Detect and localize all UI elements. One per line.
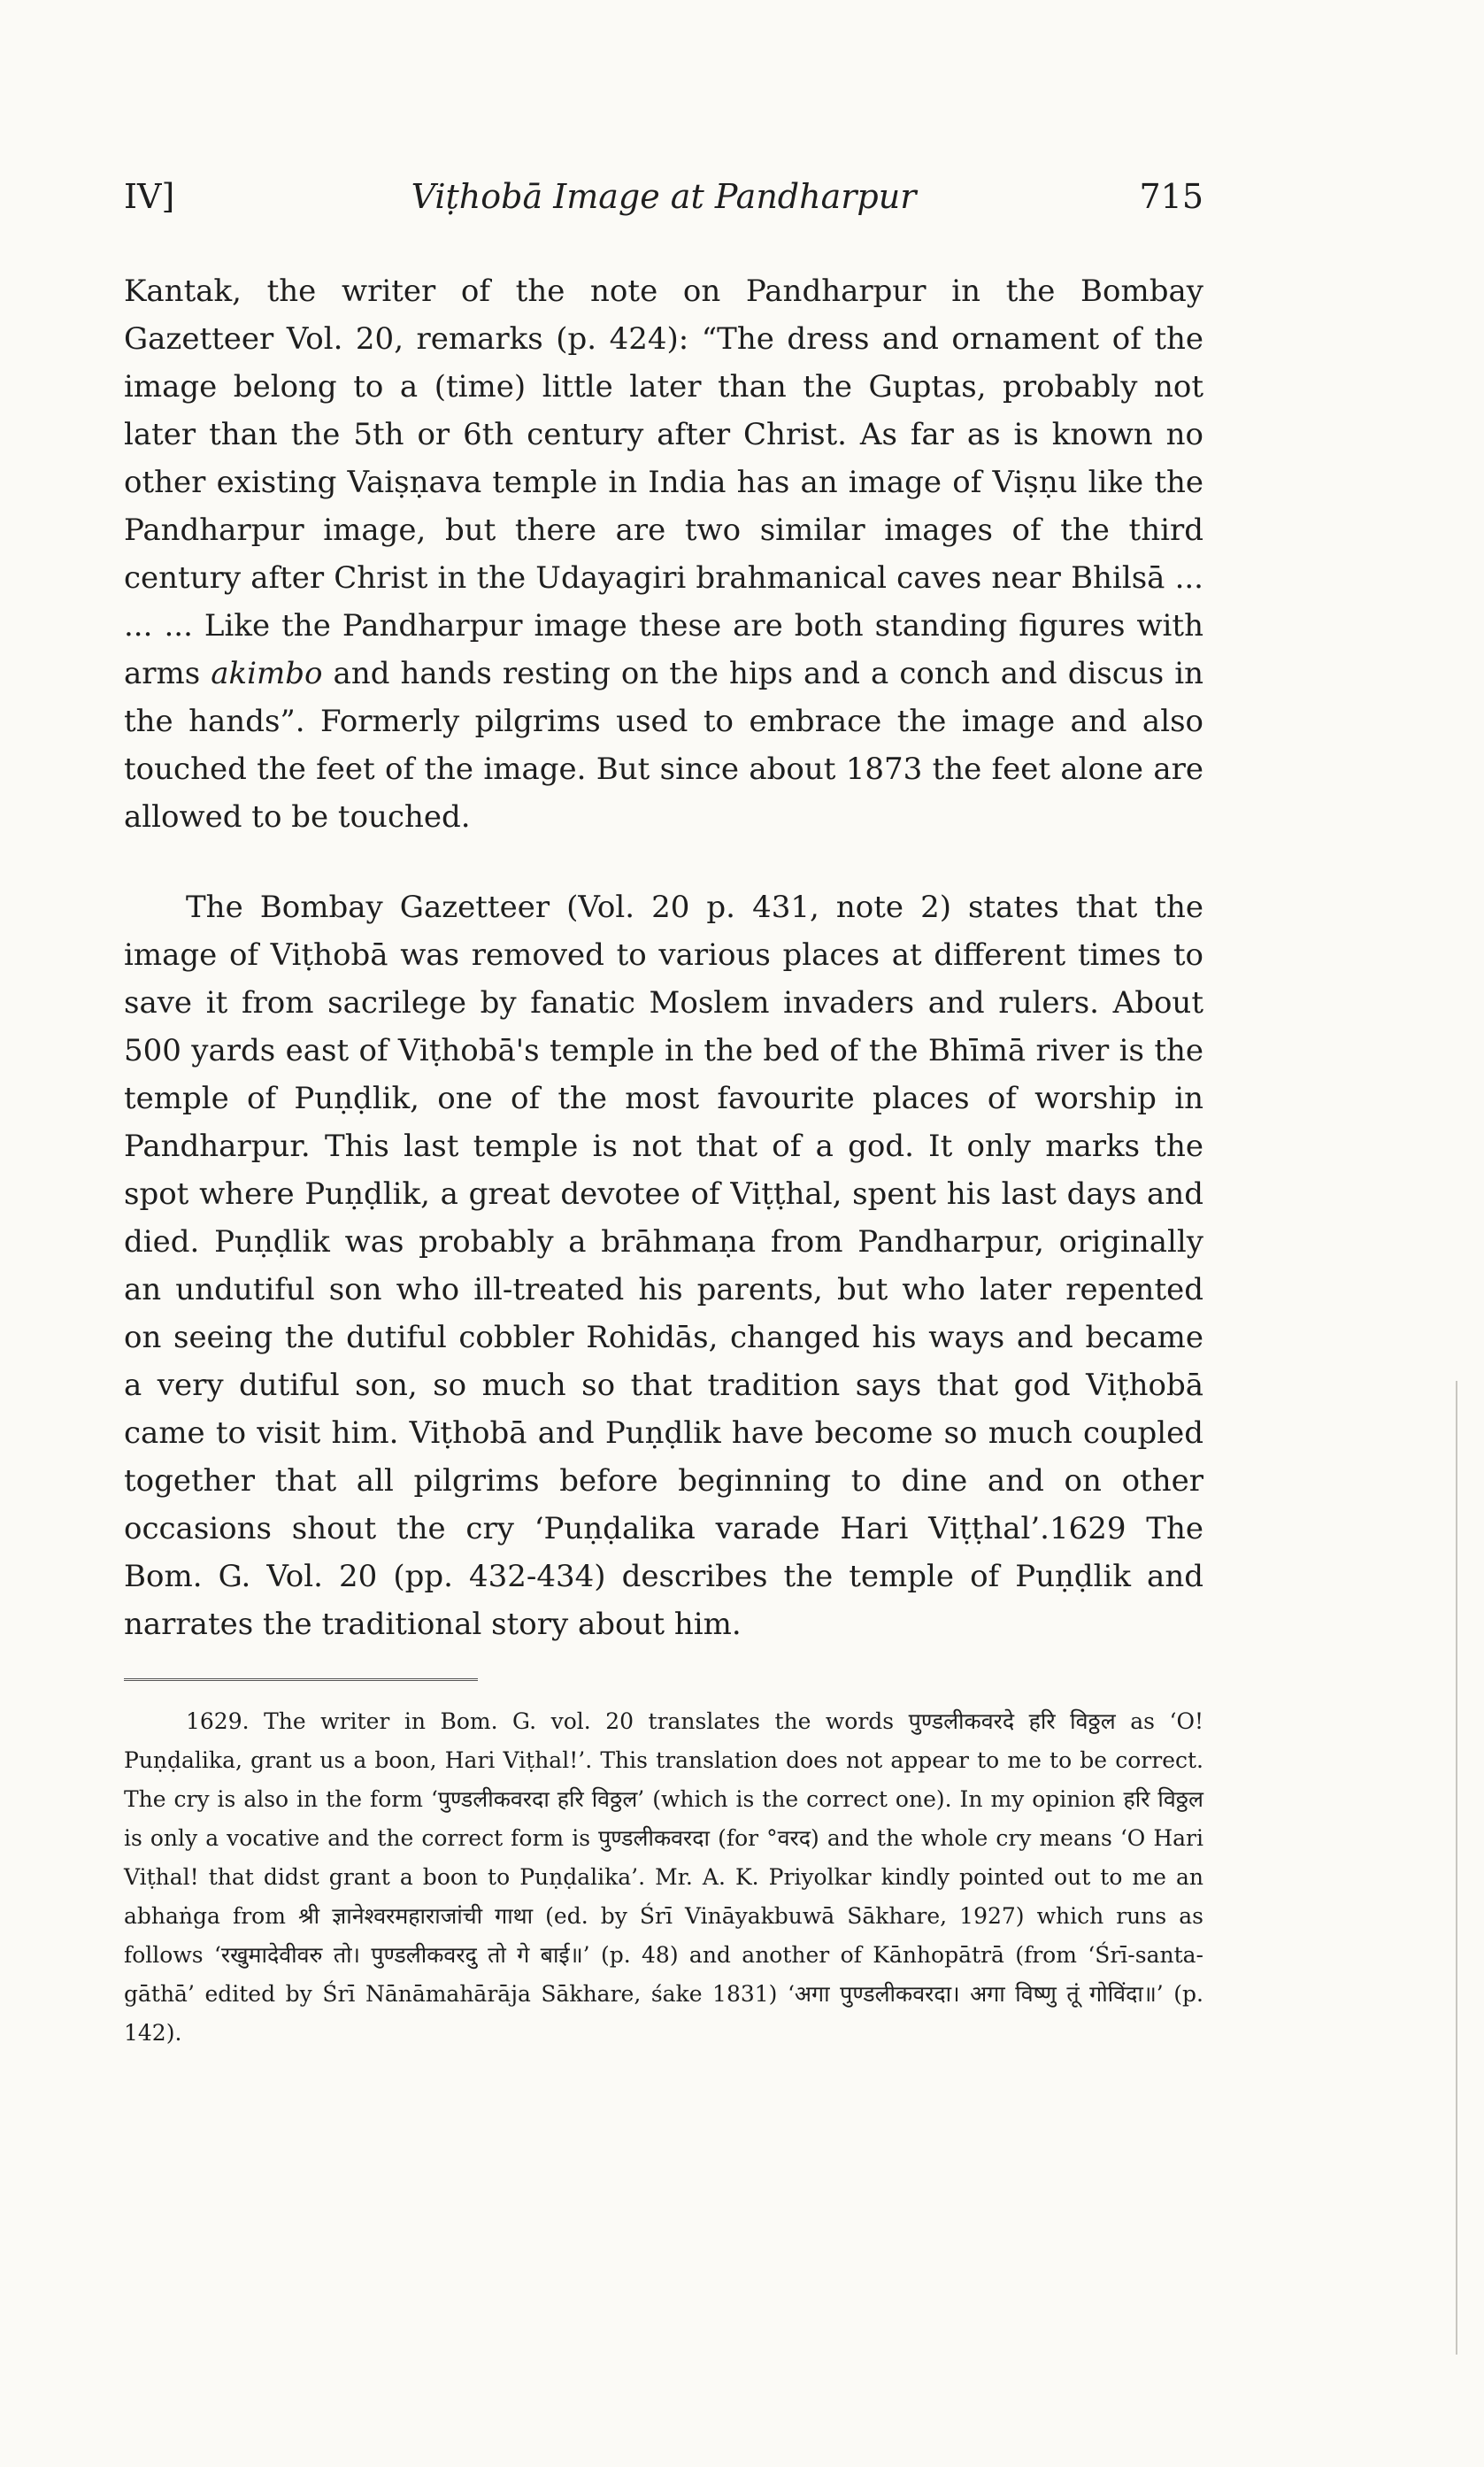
paragraph-1-italic: akimbo [211,656,323,691]
chapter-marker: IV] [124,177,175,216]
page-number: 715 [1139,177,1203,216]
footnote-number: 1629. [186,1708,250,1734]
paragraph-2: The Bombay Gazetteer (Vol. 20 p. 431, note 2) states that the image of Viṭhobā was removed to various places at different times to save it from sacrilege by fanatic Moslem invaders and rulers. About 500 yards east of Viṭhobā's temple in the bed of the Bhīmā river is the temple of Puṇḍlik, one of the most favourite places of worship in Pandharpur. This last temple is not that of a god. It only marks the spot where Puṇḍlik, a great devotee of Viṭṭhal, spent his last days and died. Puṇḍlik was probably a brāhmaṇa from Pandharpur, originally an undutiful son who ill-treated his parents, but who later repented on seeing the dutiful cobbler Rohidās, changed his ways and became a very dutiful son, so much so that tradition says that god Viṭhobā came to visit him. Viṭhobā and Puṇḍlik have become so much coupled together that all pilgrims before beginning to dine and on other occasions shout the cry ‘Puṇḍalika varade Hari Viṭṭhal’.1629 The Bom. G. Vol. 20 (pp. 432-434) describes the temple of Puṇḍlik and narrates the traditional story about him. [124,890,1203,1642]
page [124,177,1203,2075]
paragraph-1-part-1: Kantak, the writer of the note on Pandharpur in the Bombay Gazetteer Vol. 20, remarks (p. 424): “The dress and ornament of the image belong to a (time) little later than the Guptas, probably not later than the 5th or 6th century after Christ. As far as is known no other existing Vaiṣṇava temple in India has an image of Viṣṇu like the Pandharpur image, but there are two similar images of the third century after Christ in the Udayagiri brahmanical caves near Bhilsā ... ... ... Like the Pandharpur image these are both standing figures with arms [124,274,1203,691]
paragraph-1 [124,267,1203,841]
running-header [124,177,1203,230]
footnote-1629 [124,1702,1203,2053]
paragraph-1-part-2: and hands resting on the hips and a conch and discus in the hands”. Formerly pilgrims used to embrace the image and also touched the feet of the image. But since about 1873 the feet alone are allowed to be touched. [124,656,1203,835]
running-title: Viṭhobā Image at Pandharpur [411,177,917,216]
footnote-divider [124,1678,478,1681]
scan-edge-mark [1456,1381,1457,2355]
footnote-text: The writer in Bom. G. vol. 20 translates the words पुण्डलीकवरदे हरि विठ्ठल as ‘O! Puṇḍalika, grant us a boon, Hari Viṭhal!’. This translation does not appear to me to be correct. The cry is also in the form ‘पुण्डलीकवरदा हरि विठ्ठल’ (which is the correct one). In my opinion हरि विठ्ठल is only a vocative and the correct form is पुण्डलीकवरदा (for °वरद) and the whole cry means ‘O Hari Viṭhal! that didst grant a boon to Puṇḍalika’. Mr. A. K. Priyolkar kindly pointed out to me an abhaṅga from श्री ज्ञानेश्वरमहाराजांची गाथा (ed. by Śrī Vināyakbuwā Sākhare, 1927) which runs as follows ‘रखुमादेवीवरु तो। पुण्डलीकवरदु तो गे बाई॥’ (p. 48) and another of Kānhopātrā (from ‘Śrī-santa-gāthā’ edited by Śrī Nānāmahārāja Sākhare, śake 1831) ‘अगा पुण्डलीकवरदा। अगा विष्णु तूं गोविंदा॥’ (p. 142). [124,1708,1203,2046]
